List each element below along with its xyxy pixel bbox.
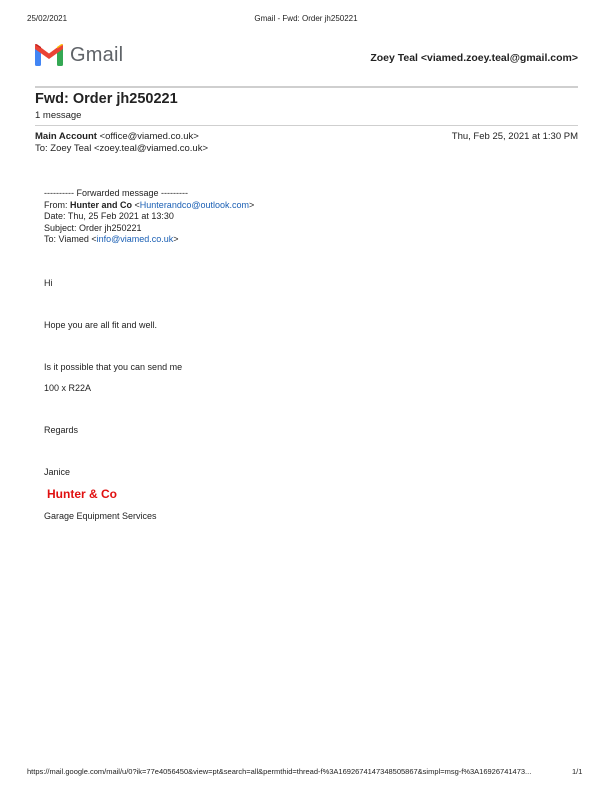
- message-date: Thu, Feb 25, 2021 at 1:30 PM: [451, 131, 578, 142]
- gmail-logo-icon: [34, 43, 64, 67]
- print-page-number: 1/1: [572, 767, 583, 776]
- body-line-2: Is it possible that you can send me: [44, 362, 183, 372]
- forwarded-from-name: Hunter and Co: [70, 200, 133, 210]
- forwarded-subject: Subject: Order jh250221: [44, 223, 142, 233]
- gmail-logo[interactable]: [34, 43, 123, 67]
- header-divider: [35, 86, 578, 88]
- forwarded-to-prefix: To: Viamed <: [44, 234, 97, 244]
- sender-name: Main Account: [35, 131, 97, 142]
- forwarded-from-email-link[interactable]: Hunterandco@outlook.com: [139, 200, 249, 210]
- body-closing: Regards: [44, 425, 79, 435]
- forwarded-from-prefix: From:: [44, 200, 68, 210]
- forwarded-separator: ---------- Forwarded message ---------: [44, 188, 188, 198]
- body-line-1: Hope you are all fit and well.: [44, 320, 158, 330]
- print-date: 25/02/2021: [27, 14, 68, 23]
- forwarded-to-email-link[interactable]: info@viamed.co.uk: [96, 234, 174, 244]
- sender-email: <office@viamed.co.uk>: [99, 131, 199, 142]
- gmail-wordmark: Gmail: [70, 43, 124, 66]
- forwarded-from-open: <: [134, 200, 140, 210]
- body-greeting: Hi: [44, 278, 53, 288]
- forwarded-from: [44, 200, 254, 210]
- message-divider: [35, 125, 578, 126]
- signature-company: Hunter & Co: [47, 487, 117, 501]
- account-label: Zoey Teal <viamed.zoey.teal@gmail.com>: [370, 52, 578, 64]
- signature-name: Janice: [44, 467, 71, 477]
- body-line-3: 100 x R22A: [44, 383, 92, 393]
- forwarded-to-close: >: [173, 234, 179, 244]
- print-url: https://mail.google.com/mail/u/0?ik=77e4056450&view=pt&search=all&permthid=thread-f%3A1692674147348505867&simpl=msg-f%3A16926741473...: [27, 767, 532, 776]
- sender-line: [35, 131, 199, 142]
- signature-tagline: Garage Equipment Services: [44, 511, 157, 521]
- print-title: Gmail - Fwd: Order jh250221: [254, 14, 358, 23]
- recipient-line: To: Zoey Teal <zoey.teal@viamed.co.uk>: [35, 143, 208, 154]
- forwarded-to: [44, 234, 179, 244]
- forwarded-from-close: >: [249, 200, 255, 210]
- forwarded-date: Date: Thu, 25 Feb 2021 at 13:30: [44, 211, 174, 221]
- message-count: 1 message: [35, 110, 82, 121]
- thread-subject: Fwd: Order jh250221: [35, 91, 178, 107]
